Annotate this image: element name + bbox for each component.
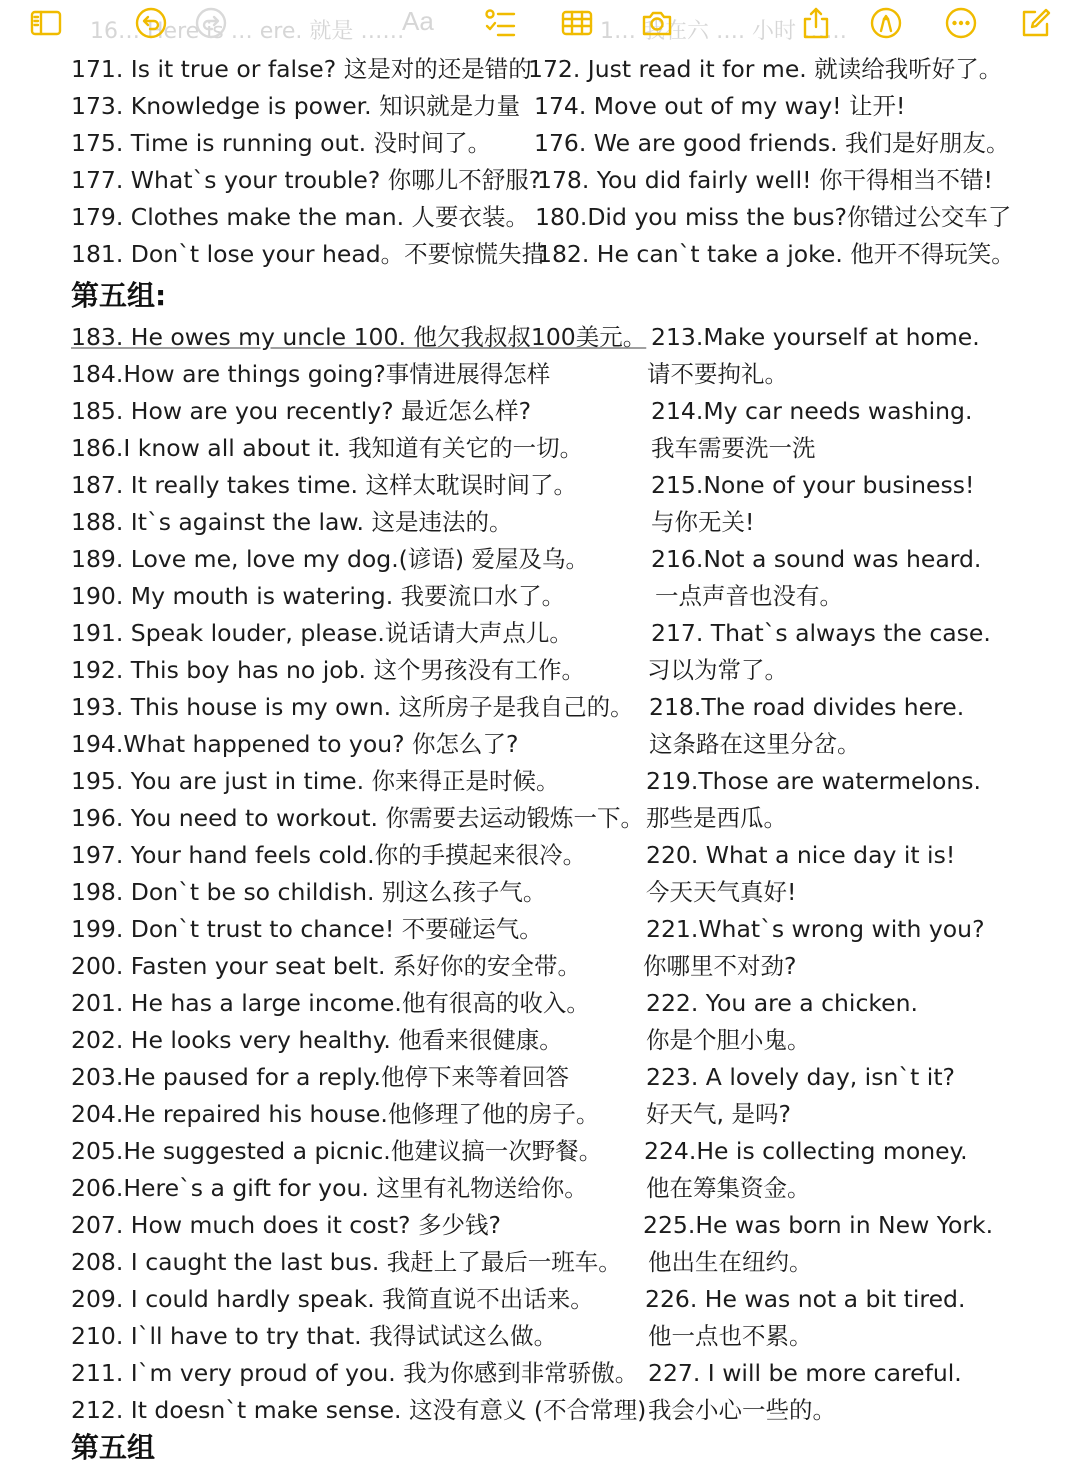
note-line: 177. What`s your trouble? 你哪儿不舒服? bbox=[71, 166, 542, 194]
note-line-right: 与你无关! bbox=[651, 508, 755, 536]
notes-toolbar bbox=[0, 0, 1080, 48]
note-line-left: 191. Speak louder, please.说话请大声点儿。 bbox=[71, 619, 573, 647]
note-line-right: 你哪里不对劲? bbox=[643, 952, 797, 980]
note-line-right: 他出生在纽约。 bbox=[648, 1248, 813, 1276]
note-line-left: 205.He suggested a picnic.他建议搞一次野餐。 bbox=[71, 1137, 603, 1165]
note-line-right: 220. What a nice day it is! bbox=[646, 841, 956, 869]
note-line-left: 204.He repaired his house.他修理了他的房子。 bbox=[71, 1100, 600, 1128]
note-line: 181. Don`t lose your head。不要惊慌失措 bbox=[71, 240, 546, 268]
note-line-right: 218.The road divides here. bbox=[649, 693, 965, 721]
note-line: 178. You did fairly well! 你干得相当不错! bbox=[537, 166, 993, 194]
sidebar-icon[interactable] bbox=[26, 4, 66, 42]
note-line: 176. We are good friends. 我们是好朋友。 bbox=[534, 129, 1010, 157]
note-line-right: 221.What`s wrong with you? bbox=[646, 915, 985, 943]
note-line-right: 215.None of your business! bbox=[651, 471, 975, 499]
undo-icon[interactable] bbox=[131, 4, 171, 42]
scrolled-text-ghost: 16… Here is … ere. 就是 …… bbox=[90, 19, 405, 44]
note-line-right: 好天气, 是吗? bbox=[646, 1100, 791, 1128]
note-line-left: 183. He owes my uncle 100. 他欠我叔叔100美元。 bbox=[71, 323, 647, 351]
note-line-left: 203.He paused for a reply.他停下来等着回答 bbox=[71, 1063, 569, 1091]
next-group-header: 第五组 bbox=[71, 1431, 156, 1464]
note-line-right: 214.My car needs washing. bbox=[651, 397, 973, 425]
note-line-right: 我会小心一些的。 bbox=[648, 1396, 836, 1424]
table-icon[interactable] bbox=[557, 4, 597, 42]
compose-icon[interactable] bbox=[1016, 4, 1056, 42]
note-line-right: 习以为常了。 bbox=[647, 656, 788, 684]
note-line-right: 我车需要洗一洗 bbox=[651, 434, 816, 462]
note-line: 172. Just read it for me. 就读给我听好了。 bbox=[528, 55, 1003, 83]
note-line-left: 196. You need to workout. 你需要去运动锻炼一下。 bbox=[71, 804, 644, 832]
note-line-right: 一点声音也没有。 bbox=[655, 582, 843, 610]
note-line: 179. Clothes make the man. 人要衣装。 bbox=[71, 203, 530, 231]
note-line: 182. He can`t take a joke. 他开不得玩笑。 bbox=[537, 240, 1015, 268]
camera-icon[interactable] bbox=[637, 4, 677, 42]
note-line-left: 194.What happened to you? 你怎么了? bbox=[71, 730, 519, 758]
note-line-right: 他在筹集资金。 bbox=[646, 1174, 811, 1202]
note-line-left: 187. It really takes time. 这样太耽误时间了。 bbox=[71, 471, 577, 499]
note-line-left: 186.I know all about it. 我知道有关它的一切。 bbox=[71, 434, 584, 462]
note-line: 174. Move out of my way! 让开! bbox=[534, 92, 906, 120]
note-line-right: 今天天气真好! bbox=[646, 878, 797, 906]
note-line-left: 207. How much does it cost? 多少钱? bbox=[71, 1211, 501, 1239]
note-line-left: 198. Don`t be so childish. 别这么孩子气。 bbox=[71, 878, 547, 906]
note-line-left: 193. This house is my own. 这所房子是我自己的。 bbox=[71, 693, 634, 721]
checklist-icon[interactable] bbox=[480, 4, 520, 42]
note-line-left: 185. How are you recently? 最近怎么样? bbox=[71, 397, 532, 425]
note-line-right: 224.He is collecting money. bbox=[644, 1137, 968, 1165]
note-line: 175. Time is running out. 没时间了。 bbox=[71, 129, 492, 157]
note-line-right: 你是个胆小鬼。 bbox=[646, 1026, 811, 1054]
note-line-right: 他一点也不累。 bbox=[648, 1322, 813, 1350]
note-line-left: 184.How are things going?事情进展得怎样 bbox=[71, 360, 551, 388]
note-line-right: 请不要拘礼。 bbox=[647, 360, 788, 388]
note-line: 173. Knowledge is power. 知识就是力量 bbox=[71, 92, 521, 120]
note-line-left: 202. He looks very healthy. 他看来很健康。 bbox=[71, 1026, 563, 1054]
note-line: 171. Is it true or false? 这是对的还是错的 bbox=[71, 55, 532, 83]
note-line-left: 188. It`s against the law. 这是违法的。 bbox=[71, 508, 513, 536]
note-line-right: 226. He was not a bit tired. bbox=[645, 1285, 966, 1313]
scrolled-text-ghost: 1… 我在六 …. 小时 …… bbox=[600, 19, 847, 44]
note-line-left: 206.Here`s a gift for you. 这里有礼物送给你。 bbox=[71, 1174, 588, 1202]
note-line-left: 192. This boy has no job. 这个男孩没有工作。 bbox=[71, 656, 585, 684]
note-line-left: 197. Your hand feels cold.你的手摸起来很冷。 bbox=[71, 841, 587, 869]
markup-pen-icon[interactable] bbox=[866, 4, 906, 42]
note-line-left: 209. I could hardly speak. 我简直说不出话来。 bbox=[71, 1285, 594, 1313]
note-line-left: 195. You are just in time. 你来得正是时候。 bbox=[71, 767, 560, 795]
note-line-left: 211. I`m very proud of you. 我为你感到非常骄傲。 bbox=[71, 1359, 639, 1387]
share-icon[interactable] bbox=[796, 4, 836, 42]
note-line-right: 这条路在这里分岔。 bbox=[649, 730, 861, 758]
redo-icon[interactable] bbox=[191, 4, 231, 42]
note-line-right: 222. You are a chicken. bbox=[646, 989, 918, 1017]
note-line-left: 212. It doesn`t make sense. 这没有意义 (不合常理) bbox=[71, 1396, 647, 1424]
note-line-right: 那些是西瓜。 bbox=[646, 804, 787, 832]
note-line-right: 225.He was born in New York. bbox=[643, 1211, 994, 1239]
note-line-right: 216.Not a sound was heard. bbox=[651, 545, 982, 573]
more-icon[interactable] bbox=[941, 4, 981, 42]
note-line-right: 227. I will be more careful. bbox=[648, 1359, 962, 1387]
note-line-right: 213.Make yourself at home. bbox=[651, 323, 980, 351]
note-line-left: 190. My mouth is watering. 我要流口水了。 bbox=[71, 582, 566, 610]
note-line-left: 199. Don`t trust to chance! 不要碰运气。 bbox=[71, 915, 543, 943]
note-line-left: 200. Fasten your seat belt. 系好你的安全带。 bbox=[71, 952, 581, 980]
note-line-left: 208. I caught the last bus. 我赶上了最后一班车。 bbox=[71, 1248, 622, 1276]
note-line-right: 223. A lovely day, isn`t it? bbox=[646, 1063, 955, 1091]
note-line-right: 219.Those are watermelons. bbox=[646, 767, 982, 795]
note-line: 180.Did you miss the bus?你错过公交车了 bbox=[535, 203, 1012, 231]
note-line-right: 217. That`s always the case. bbox=[651, 619, 991, 647]
note-line-left: 210. I`ll have to try that. 我得试试这么做。 bbox=[71, 1322, 558, 1350]
group-header: 第五组: bbox=[71, 279, 167, 312]
format-text-icon[interactable]: Aa bbox=[402, 6, 434, 36]
note-line-left: 189. Love me, love my dog.(谚语) 爱屋及乌。 bbox=[71, 545, 589, 573]
note-line-left: 201. He has a large income.他有很高的收入。 bbox=[71, 989, 590, 1017]
